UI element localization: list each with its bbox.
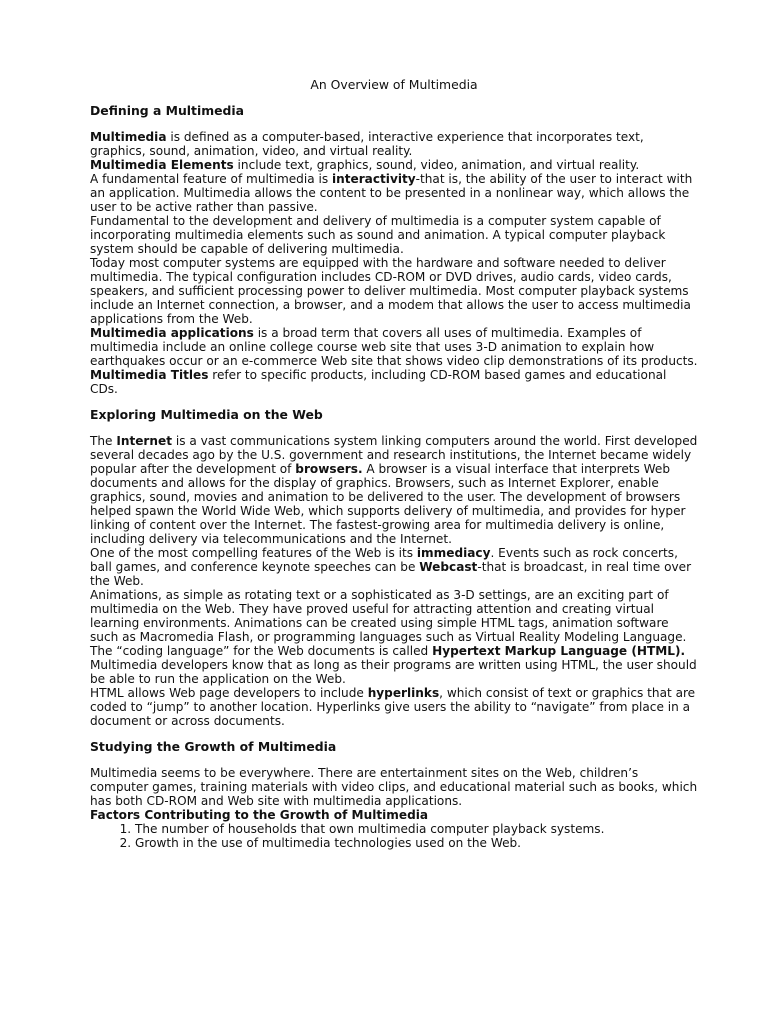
paragraph-text: The — [90, 434, 117, 448]
paragraph — [90, 588, 698, 686]
paragraph-text: Multimedia developers know that as long as their programs are written using HTML, the user should be able to run the application on the Web. — [90, 658, 697, 686]
paragraph — [90, 368, 698, 396]
bold-term: immediacy — [416, 546, 491, 560]
paragraph-text: . Events such as rock concerts, ball games, and conference keynote speeches can be — [90, 546, 678, 574]
paragraph-text: One of the most compelling features of the Web is its — [90, 546, 417, 560]
bold-term: browsers. — [295, 462, 363, 476]
paragraph: Today most computer systems are equipped with the hardware and software needed to deliver multimedia. The typical configuration includes CD-ROM or DVD drives, audio cards, video cards, speakers, and sufficient processing power to deliver multimedia. Most computer playback systems include an Internet connection, a browser, and a modem that allows the user to access multimedia applications from the Web. — [90, 256, 691, 326]
paragraph-text: is defined as a computer-based, interactive experience that incorporates text, graphics, sound, animation, video, and virtual reality. — [90, 130, 644, 158]
bold-term: Multimedia applications — [90, 326, 254, 340]
paragraph — [90, 686, 698, 728]
paragraph-text: include text, graphics, sound, video, animation, and virtual reality. — [233, 158, 640, 172]
paragraph-text: , which consist of text or graphics that are coded to “jump” to another location. Hyperlinks give users the ability to “navigate” from place in a document or across documents. — [90, 686, 696, 728]
bold-term: interactivity — [331, 172, 416, 186]
document-title: An Overview of Multimedia — [310, 77, 478, 92]
bold-term: Multimedia Elements — [90, 158, 234, 172]
list-item: 2. Growth in the use of multimedia technologies used on the Web. — [135, 836, 698, 850]
paragraph-text: is a broad term that covers all uses of multimedia. Examples of multimedia include an online college course web site that uses 3-D animation to explain how earthquakes occur or an e-commerce Web site that shows video clip demonstrations of its products. — [90, 326, 698, 368]
paragraph-text: HTML allows Web page developers to include — [90, 686, 368, 700]
bold-term: Webcast — [419, 560, 478, 574]
paragraph — [90, 434, 698, 546]
paragraph — [90, 546, 698, 588]
list-item: 1. The number of households that own multimedia computer playback systems. — [135, 822, 698, 836]
paragraph-text: Animations, as simple as rotating text or a sophisticated as 3-D settings, are an exciting part of multimedia on the Web. They have proved useful for attracting attention and creating virtual learning environments. Animations can be created using simple HTML tags, animation software such as Macromedia Flash, or programming languages such as Virtual Reality Modeling Language. The “coding language” for the Web documents is called — [90, 588, 687, 658]
subheading-factors: Factors Contributing to the Growth of Multimedia — [90, 808, 429, 822]
bold-term: hyperlinks — [367, 686, 440, 700]
paragraph: Fundamental to the development and delivery of multimedia is a computer system capable of incorporating multimedia elements such as sound and animation. A typical computer playback system should be capable of delivering multimedia. — [90, 214, 666, 256]
bold-term: Multimedia — [90, 130, 167, 144]
section-heading-defining: Defining a Multimedia — [90, 103, 244, 118]
bold-term: Internet — [116, 434, 172, 448]
bold-term: Multimedia Titles — [90, 368, 209, 382]
paragraph — [90, 158, 698, 172]
paragraph — [90, 326, 698, 368]
paragraph-text: refer to specific products, including CD-ROM based games and educational CDs. — [90, 368, 667, 396]
paragraph: Multimedia seems to be everywhere. There are entertainment sites on the Web, children’s computer games, training materials with video clips, and educational material such as books, which has both CD-ROM and Web site with multimedia applications. — [90, 766, 698, 808]
section-heading-exploring: Exploring Multimedia on the Web — [90, 407, 323, 422]
paragraph-text: A browser is a visual interface that interprets Web documents and allows for the display of graphics. Browsers, such as Internet Explorer, enable graphics, sound, movies and animation to be delivered to the user. The development of browsers helped spawn the World Wide Web, which supports delivery of multimedia, and provides for hyper linking of content over the Internet. The fastest-growing area for multimedia delivery is online, including delivery via telecommunications and the Internet. — [90, 462, 686, 546]
paragraph-text: A fundamental feature of multimedia is — [90, 172, 332, 186]
bold-term: Hypertext Markup Language (HTML). — [432, 644, 686, 658]
paragraph — [90, 172, 698, 214]
paragraph-text: is a vast communications system linking computers around the world. First developed several decades ago by the U.S. government and research institutions, the Internet became widely popular after the development of — [90, 434, 698, 476]
paragraph-text: -that is, the ability of the user to interact with an application. Multimedia allows the content to be presented in a nonlinear way, which allows the user to be active rather than passive. — [90, 172, 693, 214]
paragraph — [90, 130, 698, 158]
paragraph-text: -that is broadcast, in real time over the Web. — [90, 560, 692, 588]
section-heading-growth: Studying the Growth of Multimedia — [90, 739, 337, 754]
factors-list — [90, 822, 698, 850]
